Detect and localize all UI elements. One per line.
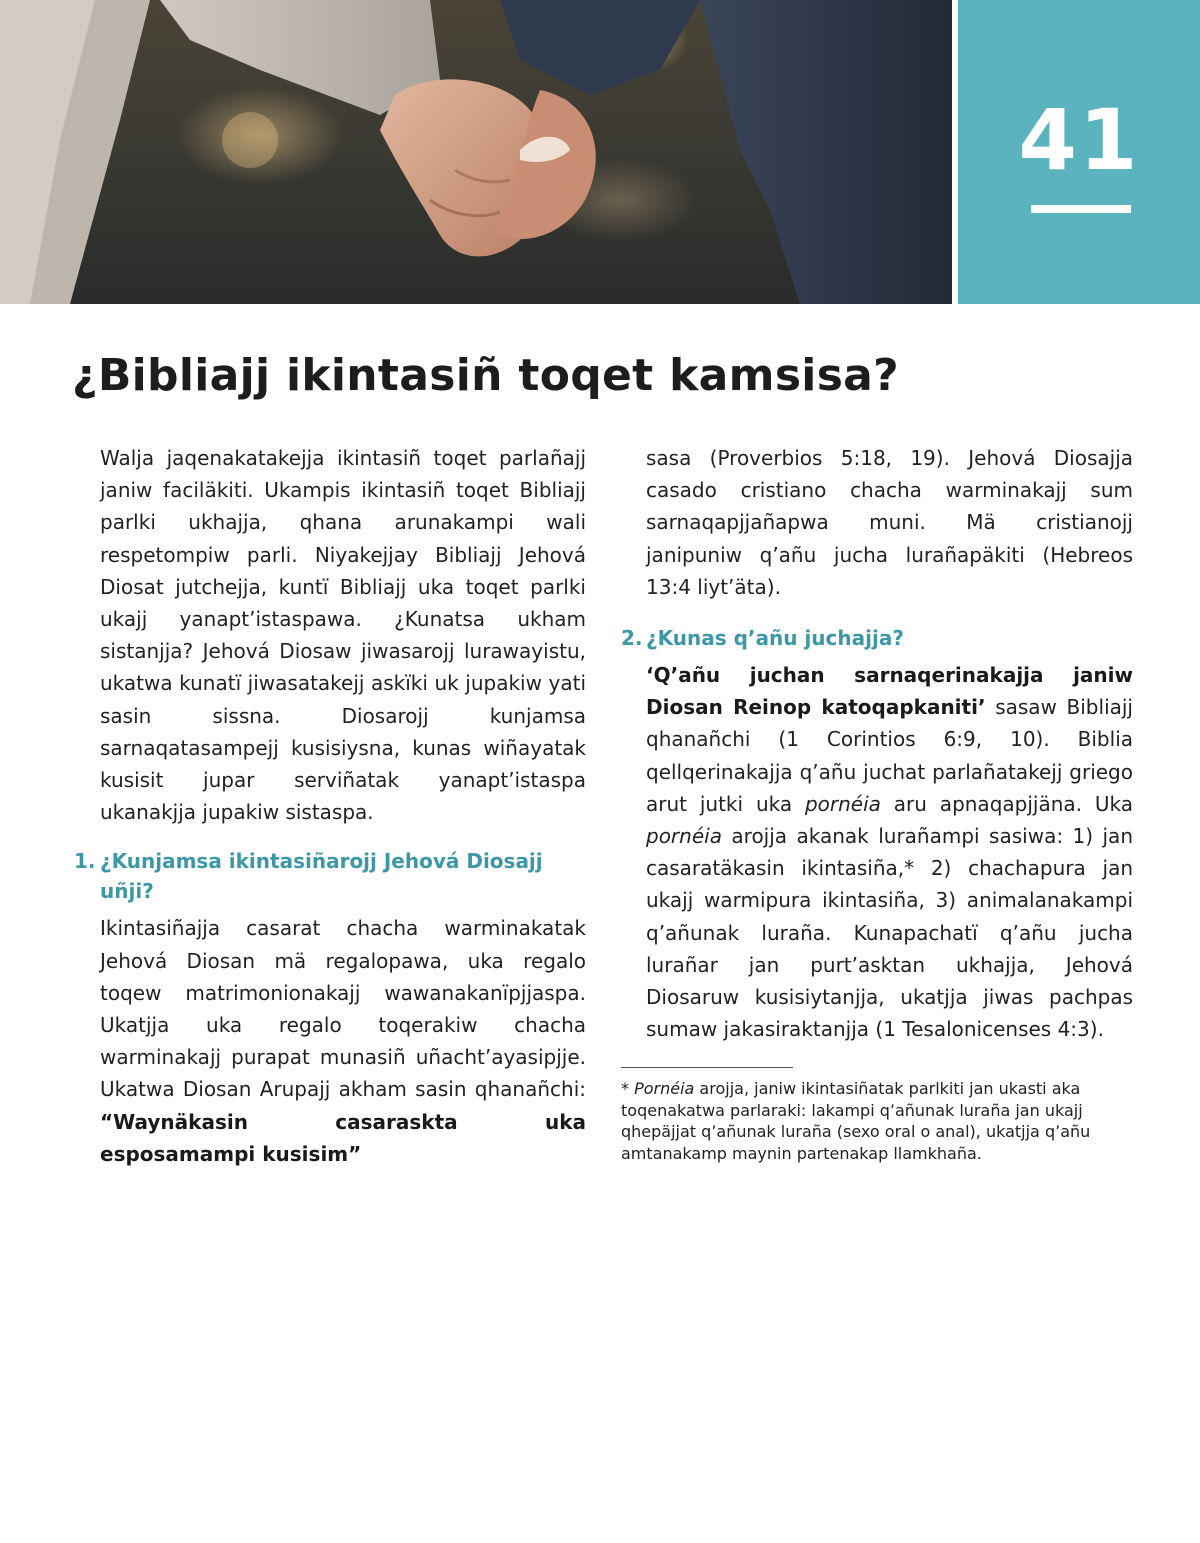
lesson-number-box <box>958 0 1200 304</box>
section-2-body-2: aru apnaqapjjäna. Uka <box>880 791 1133 816</box>
footnote-text: arojja, janiw ikintasiñatak parlkiti jan ukasti aka toqenakatwa parlaraki: lakampi q’añunak luraña jan ukajj qhepäjjat q’añunak luraña (sexo oral o anal), ukatjja q’añu amtanakamp maynin partenakap llamkhaña. <box>621 1079 1091 1163</box>
section-2-heading <box>621 623 1133 653</box>
section-2-term-2: pornéia <box>646 824 722 849</box>
section-2-heading-text: ¿Kunas q’añu juchajja? <box>646 626 904 651</box>
section-2-quote: ‘Q’añu juchan sarnaqerinakajja janiw Diosan Reinop katoqapkaniti’ <box>646 663 1133 720</box>
footnote-marker: * <box>621 1079 635 1099</box>
section-1-paragraph <box>100 912 586 1170</box>
page-title: ¿Bibliajj ikintasiñ toqet kamsisa? <box>72 350 899 401</box>
section-1-number: 1. <box>74 849 96 874</box>
section-1-heading <box>74 846 586 906</box>
left-column <box>74 442 586 1170</box>
hero-photo <box>0 0 952 304</box>
section-1-paragraph-continued: sasa (Proverbios 5:18, 19). Jehová Diosajja casado cristiano chacha warminakajj sum sarnaqapjjañapwa muni. Mä cristianojj janipuniw q’añu jucha lurañapäkiti (Hebreos 13:4 liyt’äta). <box>646 446 1133 599</box>
section-2-number: 2. <box>621 626 643 651</box>
holding-hands-image <box>0 0 952 304</box>
intro-paragraph: Walja jaqenakatakejja ikintasiñ toqet parlañajj janiw faciläkiti. Ukampis ikintasiñ toqet Bibliajj parlki ukhajja, qhana arunakampi wali respetompiw parli. Niyakejjay Bibliajj Jehová Diosat jutchejja, kuntï Bibliajj uka toqet parlki ukajj yanapt’istaspawa. ¿Kunatsa ukham sistanjja? Jehová Diosaw jiwasarojj lurawayistu, ukatwa kunatï jiwasatakejj askïki uk jupakiw yati sasin sissna. Diosarojj kunjamsa sarnaqatasampejj kusisiysna, kunas wiñayatak kusisit jupar serviñatak yanapt’istaspa ukanakjja jupakiw sistaspa. <box>100 446 586 825</box>
section-1-body-before: Ikintasiñajja casarat chacha warminakatak Jehová Diosan mä regalopawa, uka regalo toqew matrimonionakajj wawanakanïpjjaspa. Ukatjja uka regalo toqerakiw chacha warminakajj purapat munasiñ uñacht’ayasipjje. Ukatwa Diosan Arupajj akham sasin qhanañchi: <box>100 916 586 1102</box>
section-2-body-3: arojja akanak lurañampi sasiwa: 1) jan casaratäkasin ikintasiña,* 2) chachapura jan ukajj warmipura ikintasiña, 3) animalanakampi q’añunak luraña. Kunapachatï q’añu jucha lurañar jan purt’asktan ukhajja, Jehová Diosaruw kusisiytanjja, ukatjja jiwas pachpas sumaw jakasiraktanjja (1 Tesalonicenses 4:3). <box>646 824 1133 1042</box>
footnote-term: Pornéia <box>634 1079 695 1099</box>
lesson-number: 41 <box>1018 91 1140 189</box>
section-2-paragraph <box>646 659 1133 1045</box>
section-2-term-1: pornéia <box>804 791 881 816</box>
footnote <box>621 1078 1133 1164</box>
section-1-quote: “Waynäkasin casaraskta uka esposamampi kusisim” <box>100 1109 586 1166</box>
lesson-number-underline <box>1031 205 1131 213</box>
right-column <box>621 442 1133 1164</box>
footnote-divider <box>621 1067 793 1068</box>
section-2-body-1: sasaw Bibliajj qhanañchi (1 Corintios 6:9, 10). Biblia qellqerinakajja q’añu juchat parlañatakejj griego arut jutki uka <box>646 695 1133 816</box>
section-1-heading-text: ¿Kunjamsa ikintasiñarojj Jehová Diosajj uñji? <box>100 849 543 904</box>
